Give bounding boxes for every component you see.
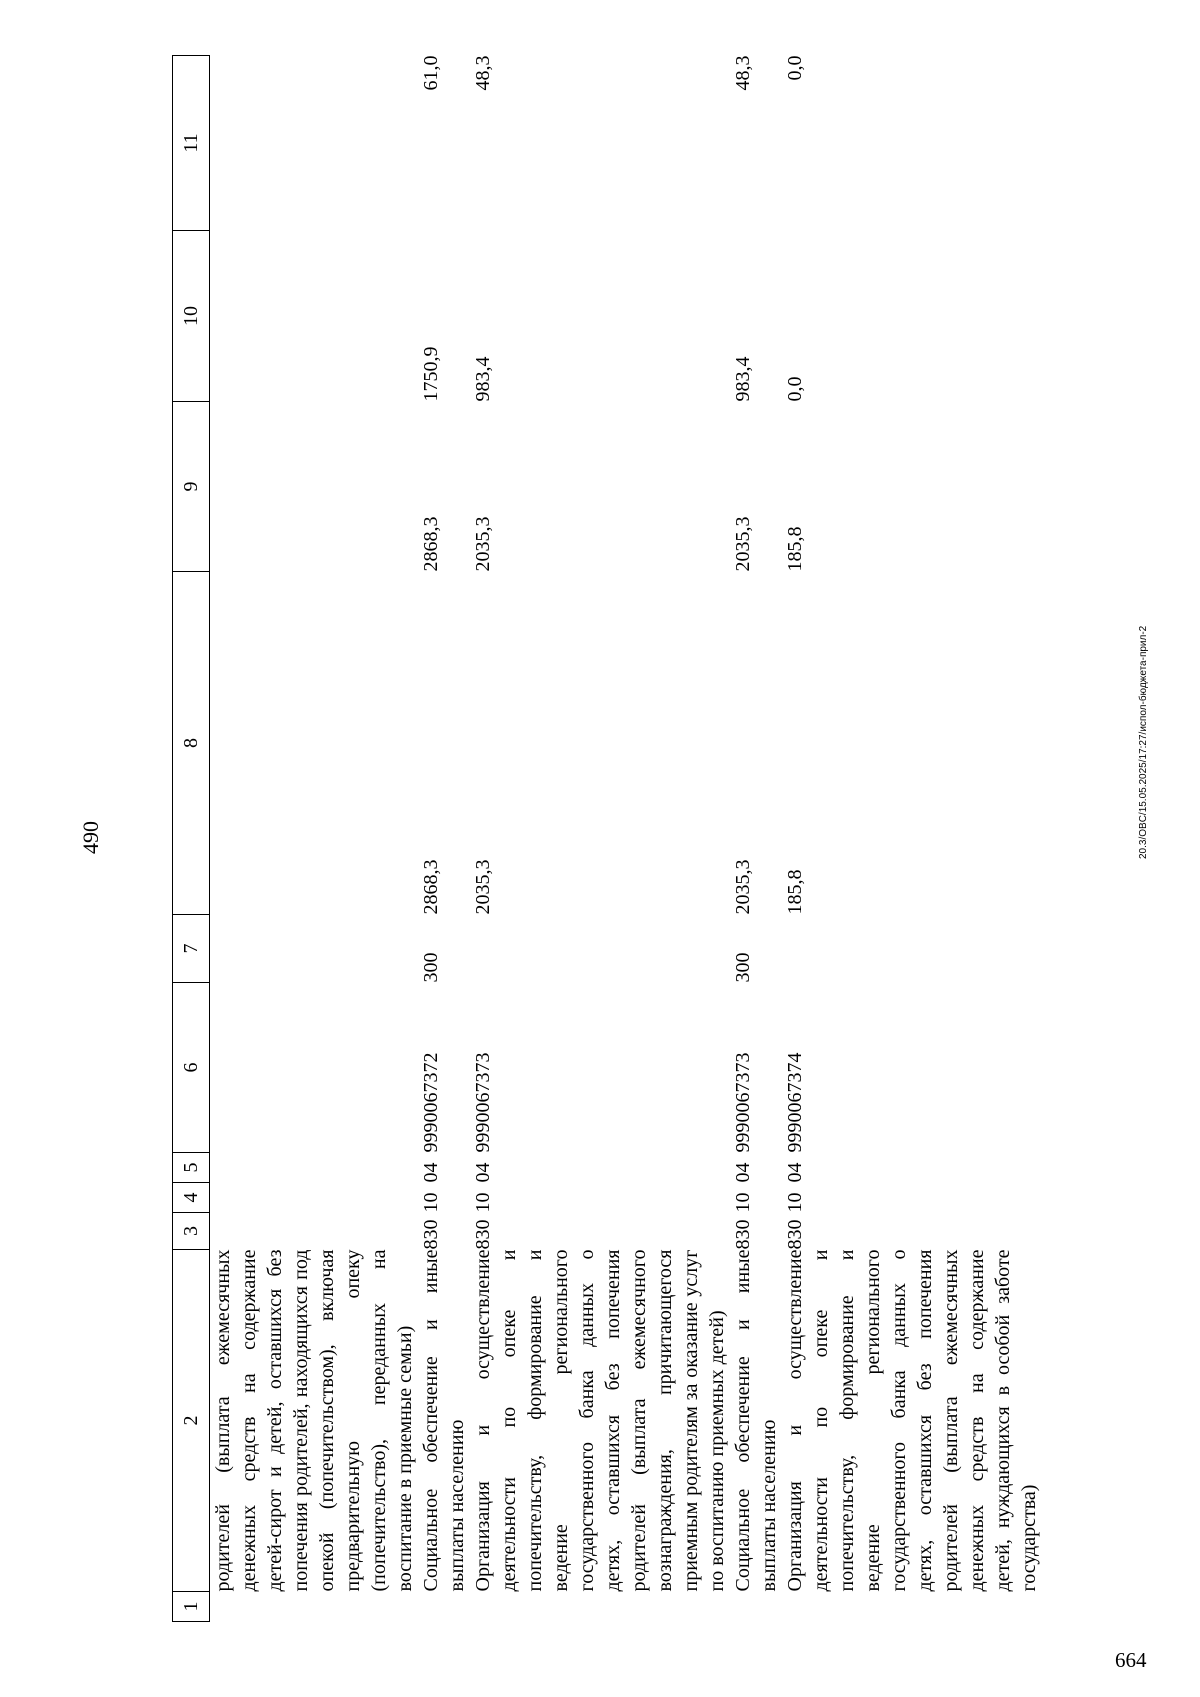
column-header: 10 — [173, 231, 210, 402]
cell-col8: 2035,3 — [472, 859, 494, 915]
cell-col5 — [210, 1153, 419, 1183]
cell-col3: 830 — [420, 1219, 442, 1250]
cell-col10: 0,0 — [784, 376, 806, 402]
cell-col8: 2868,3 — [420, 859, 442, 915]
cell-col4: 10 — [784, 1192, 806, 1213]
cell-col7: 300 — [420, 952, 442, 983]
column-header: 11 — [173, 56, 210, 231]
row-description: Социальное обеспечение и иные выплаты населению — [732, 1249, 780, 1592]
cell-col9 — [210, 402, 419, 572]
column-header: 2 — [173, 1250, 210, 1592]
row-description: Организация и осуществление деятельности по опеке и попечительству, формирование и ведение регионального государственного банка данных о детях, оставшихся без попечения родителей (выплата ежемесячного вознаграждения, причитающегося приемным родителям за оказание услуг по воспитанию приемных детей) — [472, 1249, 728, 1592]
table-row — [418, 56, 470, 1622]
cell-col5: 04 — [472, 1162, 494, 1183]
cell-col9: 2035,3 — [472, 516, 494, 572]
cell-col6: 9990067373 — [472, 1052, 494, 1153]
cell-col6 — [210, 983, 419, 1153]
cell-col11: 48,3 — [732, 55, 754, 91]
row-description: Организация и осуществление деятельности по опеке и попечительству, формирование и ведение регионального государственного банка данных о детях, оставшихся без попечения родителей (выплата ежемесячных денежных средств на содержание детей, нуждающихся в особой заботе государства) — [784, 1249, 1040, 1592]
cell-col11: 48,3 — [472, 55, 494, 91]
cell-col7 — [782, 915, 1042, 983]
cell-col5: 04 — [420, 1162, 442, 1183]
table-header-row — [173, 56, 210, 1622]
cell-col8: 185,8 — [784, 869, 806, 915]
cell-col4: 10 — [472, 1192, 494, 1213]
column-header: 9 — [173, 402, 210, 572]
column-header: 1 — [173, 1592, 210, 1622]
cell-col9: 2035,3 — [732, 516, 754, 572]
footer-code: 20.3/OBC/15.05.2025/17:27/испол-бюджета-прил-2 — [1138, 625, 1149, 859]
cell-col11: 0,0 — [784, 55, 806, 81]
column-header: 7 — [173, 915, 210, 983]
cell-col11 — [210, 56, 419, 231]
cell-col11: 61,0 — [420, 55, 442, 91]
printed-page-number: 490 — [78, 821, 103, 854]
cell-col7: 300 — [732, 952, 754, 983]
row-description: Социальное обеспечение и иные выплаты населению — [420, 1249, 468, 1592]
cell-col6: 9990067372 — [420, 1052, 442, 1153]
cell-col6: 9990067373 — [732, 1052, 754, 1153]
column-header: 5 — [173, 1153, 210, 1183]
cell-col4: 10 — [732, 1192, 754, 1213]
table-row — [210, 56, 419, 1622]
column-header: 4 — [173, 1183, 210, 1213]
cell-col10: 1750,9 — [420, 346, 442, 402]
cell-col3: 830 — [472, 1219, 494, 1250]
cell-col8: 2035,3 — [732, 859, 754, 915]
column-header: 6 — [173, 983, 210, 1153]
cell-col5: 04 — [732, 1162, 754, 1183]
table-row — [782, 56, 1042, 1622]
cell-col9: 185,8 — [784, 526, 806, 572]
cell-col8 — [210, 572, 419, 915]
cell-col4 — [210, 1183, 419, 1213]
cell-col6: 9990067374 — [784, 1052, 806, 1153]
cell-col3: 830 — [784, 1219, 806, 1250]
cell-col7 — [470, 915, 730, 983]
budget-table — [172, 55, 1042, 1622]
column-header: 8 — [173, 572, 210, 915]
cell-col9: 2868,3 — [420, 516, 442, 572]
page-number: 664 — [1115, 1648, 1147, 1672]
cell-col10 — [210, 231, 419, 402]
cell-col10: 983,4 — [472, 356, 494, 402]
cell-col3 — [210, 1213, 419, 1250]
table-row — [730, 56, 782, 1622]
cell-col3: 830 — [732, 1219, 754, 1250]
row-description: родителей (выплата ежемесячных денежных средств на содержание детей-сирот и детей, оставшихся без попечения родителей, находящихся под опекой (попечительством), включая предварительную опеку (попечительство), переданных на воспитание в приемные семьи) — [212, 1249, 416, 1592]
table-row — [470, 56, 730, 1622]
cell-col4: 10 — [420, 1192, 442, 1213]
cell-col5: 04 — [784, 1162, 806, 1183]
cell-col7 — [210, 915, 419, 983]
column-header: 3 — [173, 1213, 210, 1250]
cell-col10: 983,4 — [732, 356, 754, 402]
